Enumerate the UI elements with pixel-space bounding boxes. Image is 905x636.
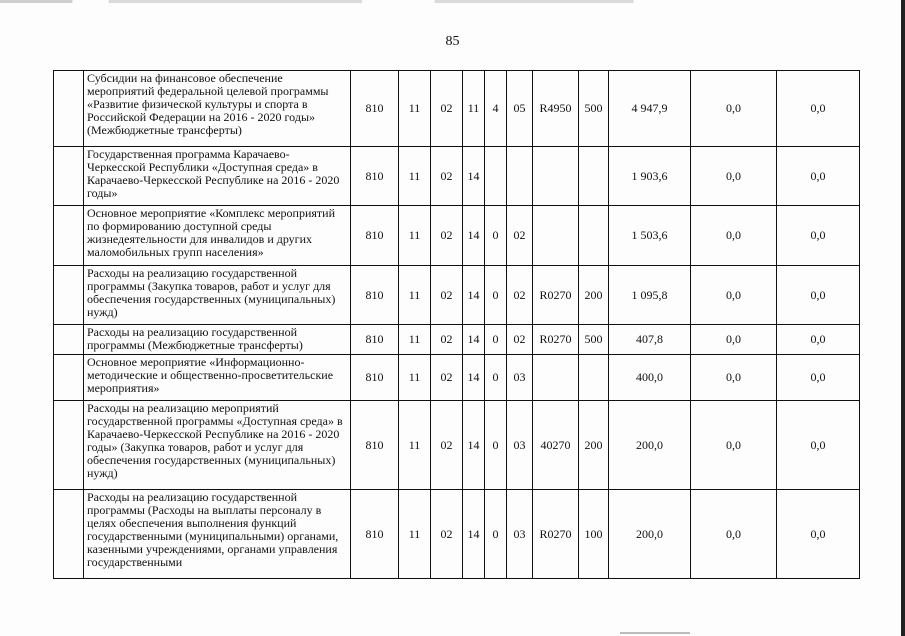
scan-artifact-bottom [620, 632, 690, 634]
table-row [54, 71, 860, 147]
event-code-cell: 02 [507, 325, 533, 355]
amount-year3-cell: 0,0 [777, 401, 860, 490]
amount-cell: 1 095,8 [609, 266, 691, 325]
subsection-code-cell: 02 [431, 71, 463, 147]
row-name-cell: Основное мероприятие «Комплекс мероприятий по формированию доступной среды жизнедеятельности для инвалидов и других маломобильных групп населения» [84, 206, 351, 266]
amount-year2-cell: 0,0 [691, 325, 777, 355]
amount-year3-cell: 0,0 [777, 206, 860, 266]
event-code-cell [507, 147, 533, 206]
budget-table [53, 70, 860, 579]
subsection-code-cell: 02 [431, 401, 463, 490]
row-name-cell: Расходы на реализацию государственной программы (Расходы на выплаты персоналу в целях обеспечения выполнения функций государственными (муниципальными) органами, казенными учреждениями, органами управления государственными [84, 490, 351, 579]
direction-code-cell: 40270 [533, 401, 579, 490]
amount-cell: 407,8 [609, 325, 691, 355]
ministry-code-cell: 810 [351, 401, 399, 490]
section-code-cell: 11 [399, 490, 431, 579]
subprogram-code-cell: 0 [485, 206, 507, 266]
program-code-cell: 14 [463, 147, 485, 206]
amount-year2-cell: 0,0 [691, 266, 777, 325]
program-code-cell: 14 [463, 401, 485, 490]
section-code-cell: 11 [399, 71, 431, 147]
amount-cell: 400,0 [609, 355, 691, 401]
expense-type-cell: 200 [579, 266, 609, 325]
program-code-cell: 14 [463, 490, 485, 579]
table-row [54, 325, 860, 355]
blank-cell [54, 147, 84, 206]
subprogram-code-cell [485, 147, 507, 206]
amount-year3-cell: 0,0 [777, 266, 860, 325]
amount-cell: 4 947,9 [609, 71, 691, 147]
section-code-cell: 11 [399, 355, 431, 401]
row-name-cell: Расходы на реализацию государственной программы (Закупка товаров, работ и услуг для обеспечения государственных (муниципальных) нужд) [84, 266, 351, 325]
scan-artifact-top [0, 0, 905, 3]
ministry-code-cell: 810 [351, 206, 399, 266]
section-code-cell: 11 [399, 401, 431, 490]
expense-type-cell [579, 355, 609, 401]
event-code-cell: 02 [507, 266, 533, 325]
expense-type-cell [579, 147, 609, 206]
amount-year2-cell: 0,0 [691, 490, 777, 579]
table-row [54, 490, 860, 579]
table-row [54, 355, 860, 401]
table-row [54, 147, 860, 206]
table-row [54, 266, 860, 325]
amount-cell: 200,0 [609, 401, 691, 490]
direction-code-cell: R0270 [533, 266, 579, 325]
event-code-cell: 03 [507, 490, 533, 579]
amount-year2-cell: 0,0 [691, 147, 777, 206]
section-code-cell: 11 [399, 206, 431, 266]
blank-cell [54, 71, 84, 147]
page-number: 85 [445, 34, 460, 49]
expense-type-cell: 200 [579, 401, 609, 490]
amount-year3-cell: 0,0 [777, 325, 860, 355]
blank-cell [54, 206, 84, 266]
expense-type-cell: 500 [579, 71, 609, 147]
row-name-cell: Субсидии на финансовое обеспечение мероприятий федеральной целевой программы «Развитие физической культуры и спорта в Российской Федерации на 2016 - 2020 годы» (Межбюджетные трансферты) [84, 71, 351, 147]
amount-year3-cell: 0,0 [777, 490, 860, 579]
section-code-cell: 11 [399, 147, 431, 206]
amount-year3-cell: 0,0 [777, 71, 860, 147]
table-row [54, 206, 860, 266]
program-code-cell: 14 [463, 266, 485, 325]
blank-cell [54, 325, 84, 355]
amount-year2-cell: 0,0 [691, 355, 777, 401]
subsection-code-cell: 02 [431, 490, 463, 579]
subprogram-code-cell: 0 [485, 325, 507, 355]
blank-cell [54, 355, 84, 401]
direction-code-cell [533, 355, 579, 401]
program-code-cell: 11 [463, 71, 485, 147]
ministry-code-cell: 810 [351, 325, 399, 355]
direction-code-cell [533, 206, 579, 266]
ministry-code-cell: 810 [351, 490, 399, 579]
subprogram-code-cell: 4 [485, 71, 507, 147]
event-code-cell: 05 [507, 71, 533, 147]
amount-year2-cell: 0,0 [691, 71, 777, 147]
amount-year3-cell: 0,0 [777, 355, 860, 401]
ministry-code-cell: 810 [351, 355, 399, 401]
subsection-code-cell: 02 [431, 325, 463, 355]
amount-year2-cell: 0,0 [691, 401, 777, 490]
direction-code-cell: R0270 [533, 325, 579, 355]
blank-cell [54, 401, 84, 490]
expense-type-cell [579, 206, 609, 266]
row-name-cell: Расходы на реализацию мероприятий государственной программы «Доступная среда» в Карачаево-Черкесской Республике на 2016 - 2020 годы» (Закупка товаров, работ и услуг для обеспечения государственных (муниципальных) нужд) [84, 401, 351, 490]
subprogram-code-cell: 0 [485, 355, 507, 401]
row-name-cell: Расходы на реализацию государственной программы (Межбюджетные трансферты) [84, 325, 351, 355]
amount-year3-cell: 0,0 [777, 147, 860, 206]
blank-cell [54, 490, 84, 579]
event-code-cell: 03 [507, 401, 533, 490]
subsection-code-cell: 02 [431, 147, 463, 206]
event-code-cell: 02 [507, 206, 533, 266]
event-code-cell: 03 [507, 355, 533, 401]
ministry-code-cell: 810 [351, 71, 399, 147]
amount-year2-cell: 0,0 [691, 206, 777, 266]
expense-type-cell: 500 [579, 325, 609, 355]
amount-cell: 1 903,6 [609, 147, 691, 206]
direction-code-cell [533, 147, 579, 206]
ministry-code-cell: 810 [351, 147, 399, 206]
direction-code-cell: R0270 [533, 490, 579, 579]
subprogram-code-cell: 0 [485, 490, 507, 579]
amount-cell: 1 503,6 [609, 206, 691, 266]
row-name-cell: Основное мероприятие «Информационно-методические и общественно-просветительские мероприятия» [84, 355, 351, 401]
section-code-cell: 11 [399, 325, 431, 355]
subprogram-code-cell: 0 [485, 401, 507, 490]
subsection-code-cell: 02 [431, 206, 463, 266]
program-code-cell: 14 [463, 325, 485, 355]
ministry-code-cell: 810 [351, 266, 399, 325]
direction-code-cell: R4950 [533, 71, 579, 147]
table-row [54, 401, 860, 490]
scan-artifact-right-edge [901, 0, 905, 636]
subsection-code-cell: 02 [431, 266, 463, 325]
section-code-cell: 11 [399, 266, 431, 325]
subsection-code-cell: 02 [431, 355, 463, 401]
subprogram-code-cell: 0 [485, 266, 507, 325]
expense-type-cell: 100 [579, 490, 609, 579]
blank-cell [54, 266, 84, 325]
amount-cell: 200,0 [609, 490, 691, 579]
row-name-cell: Государственная программа Карачаево-Черкесской Республики «Доступная среда» в Карачаево-Черкесской Республике на 2016 - 2020 годы» [84, 147, 351, 206]
program-code-cell: 14 [463, 206, 485, 266]
program-code-cell: 14 [463, 355, 485, 401]
